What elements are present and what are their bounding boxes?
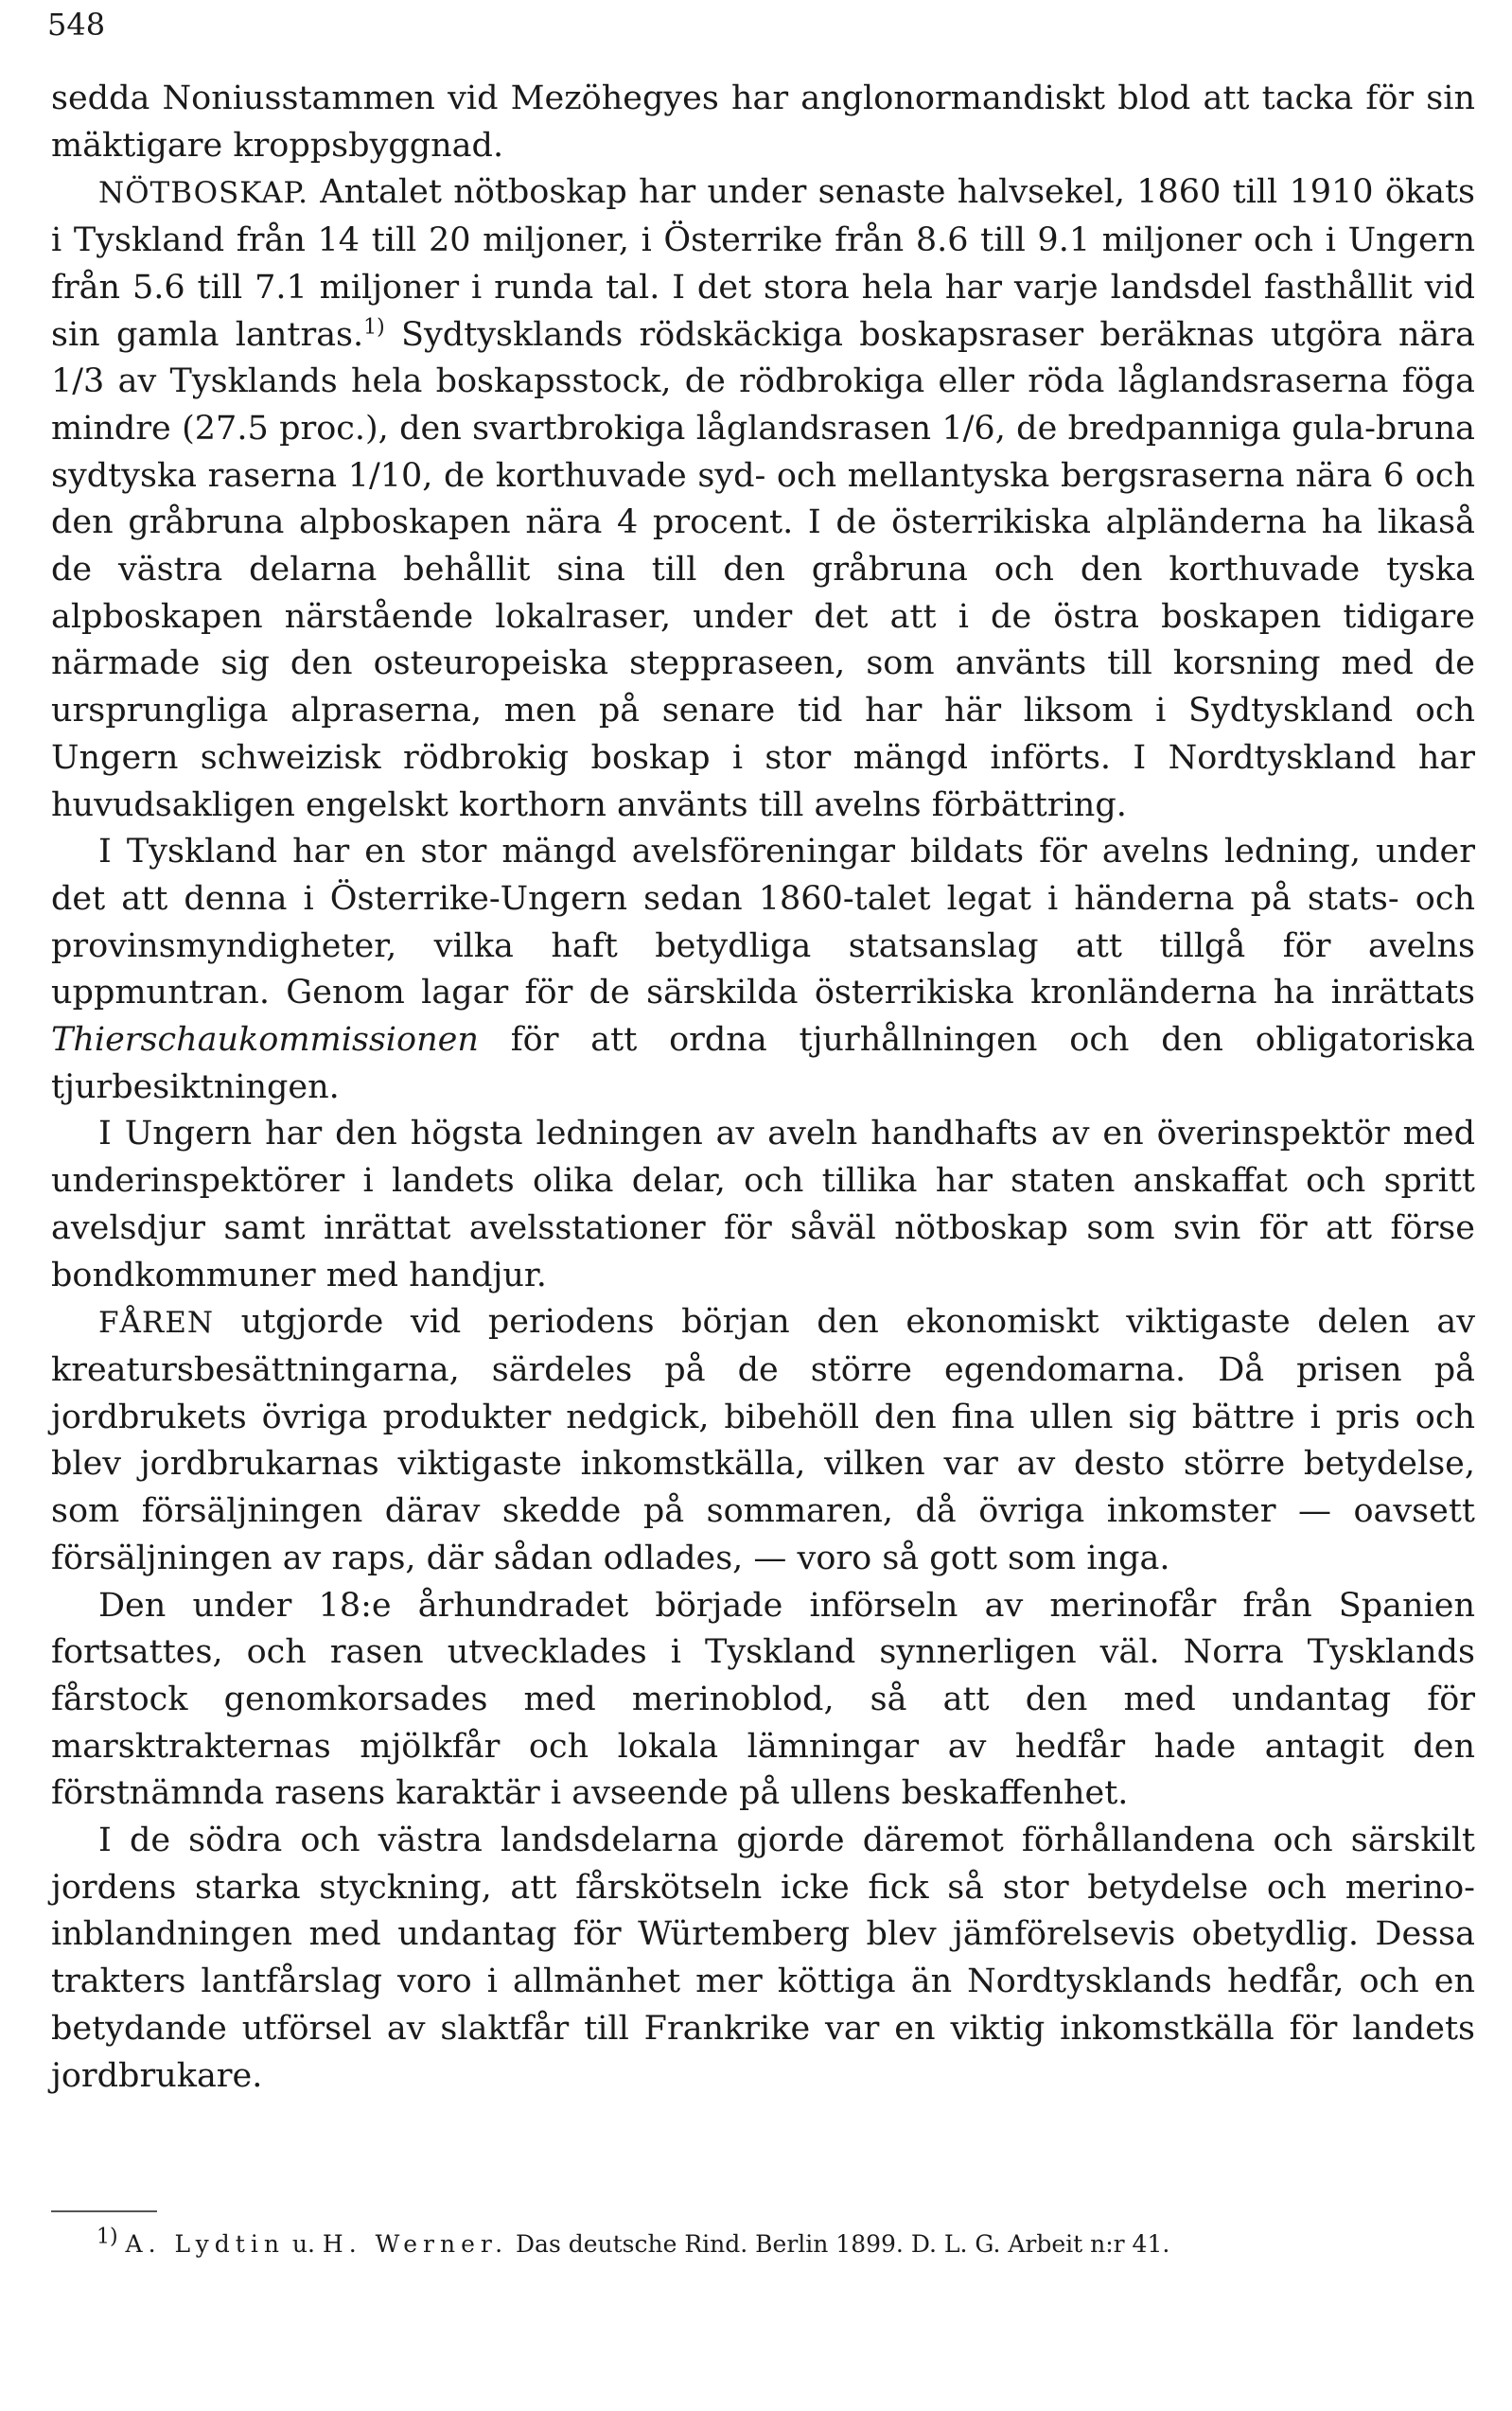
footnote-divider xyxy=(51,2210,157,2212)
italic-term: Thierschaukommissionen xyxy=(51,1021,479,1060)
paragraph-3 xyxy=(51,829,1475,1111)
footnote-author-b: H. Werner. xyxy=(322,2230,509,2258)
paragraph-3-text-b: för att ordna tjurhållningen och den obligatoriska tjurbesiktningen. xyxy=(51,1021,1475,1106)
paragraph-3-text-a: I Tyskland har en stor mängd avelsföreningar bildats för avelns ledning, under det att denna i Österrike-Ungern sedan 1860-talet legat i händerna på stats- och provinsmyndigheter, vilka haft betydliga statsanslag att tillgå för avelns uppmuntran. Genom lagar för de särskilda österrikiska kronländerna ha inrättats xyxy=(51,833,1475,1012)
paragraph-notboskap xyxy=(51,169,1475,829)
footnote-author-a: A. Lydtin xyxy=(125,2230,285,2258)
body-text xyxy=(51,76,1475,2100)
paragraph-2-text-b: Sydtysklands rödskäckiga boskapsraser beräknas utgöra nära 1/3 av Tysklands hela boskapsstock, de rödbrokiga eller röda låglandsraserna föga mindre (27.5 proc.), den svartbrokiga låglandsrasen 1/6, de bredpanniga gula-bruna sydtyska raserna 1/10, de korthuvade syd- och mellantyska bergsraserna nära 6 och den gråbruna alpboskapen nära 4 procent. I de österrikiska alpländerna ha likaså de västra delarna behållit sina till den gråbruna och den korthuvade tyska alpboskapen närstående lokalraser, under det att i de östra boskapen tidigare närmade sig den osteuropeiska steppraseen, som använts till korsning med de ursprungliga alpraserna, men på senare tid har här liksom i Sydtyskland och Ungern schweizisk rödbrokig boskap i stor mängd införts. I Nordtyskland har huvudsakligen engelskt korthorn använts till avelns förbättring. xyxy=(51,315,1475,824)
paragraph-2-text-a: Antalet nötboskap har under senaste halvsekel, 1860 till 1910 ökats i Tyskland från 14 till 20 miljoner, i Österrike från 8.6 till 9.1 miljoner och i Ungern från 5.6 till 7.1 miljoner i runda tal. I det stora hela har varje landsdel fasthållit vid sin gamla lantras. xyxy=(51,173,1475,354)
paragraph-4: I Ungern har den högsta ledningen av aveln handhafts av en överinspektör med underinspektörer i landets olika delar, och tillika har staten anskaffat och spritt avelsdjur samt inrättat avelsstationer för såväl nötboskap som svin för att förse bondkommuner med handjur. xyxy=(51,1115,1475,1294)
footnote-reference: 1) xyxy=(363,314,385,339)
paragraph-5-text: utgjorde vid periodens början den ekonomiskt viktigaste delen av kreatursbesättningarna, särdeles på de större egendomarna. Då prisen på jordbrukets övriga produkter nedgick, bibehöll den fina ullen sig bättre i pris och blev jordbrukarnas viktigaste inkomstkälla, vilken var av desto större betydelse, som försäljningen därav skedde på sommaren, då övriga inkomster — oavsett försäljningen av raps, där sådan odlades, — voro så gott som inga. xyxy=(51,1303,1475,1577)
paragraph-7: I de södra och västra landsdelarna gjorde däremot förhållandena och särskilt jordens starka styckning, att fårskötseln icke fick så stor betydelse och merino-inblandningen med undantag för Würtemberg blev jämförelsevis obetydlig. Dessa trakters lantfårslag voro i allmänhet mer köttiga än Nordtysklands hedfår, och en betydande utförsel av slaktfår till Frankrike var en viktig inkomstkälla för landets jordbrukare. xyxy=(51,1821,1475,2095)
paragraph-6: Den under 18:e århundradet började införseln av merinofår från Spanien fortsattes, och rasen utvecklades i Tyskland synnerligen väl. Norra Tysklands fårstock genomkorsades med merinoblod, så att den med undantag för marsktrakternas mjölkfår och lokala lämningar av hedfår hade antagit den förstnämnda rasens karaktär i avseende på ullens beskaffenhet. xyxy=(51,1586,1475,1813)
footnote-marker: 1) xyxy=(97,2225,118,2249)
footnote-joiner: u. xyxy=(284,2230,323,2258)
footnote xyxy=(51,2226,1475,2263)
paragraph-1: sedda Noniusstammen vid Mezöhegyes har anglonormandiskt blod att tacka för sin mäktigare kroppsbyggnad. xyxy=(51,79,1475,165)
section-heading-faren: FÅREN xyxy=(98,1306,214,1341)
page-number: 548 xyxy=(47,7,106,43)
section-heading-notboskap: NÖTBOSKAP. xyxy=(98,176,308,211)
paragraph-faren xyxy=(51,1299,1475,1582)
footnote-citation: Das deutsche Rind. Berlin 1899. D. L. G. Arbeit n:r 41. xyxy=(508,2230,1170,2258)
